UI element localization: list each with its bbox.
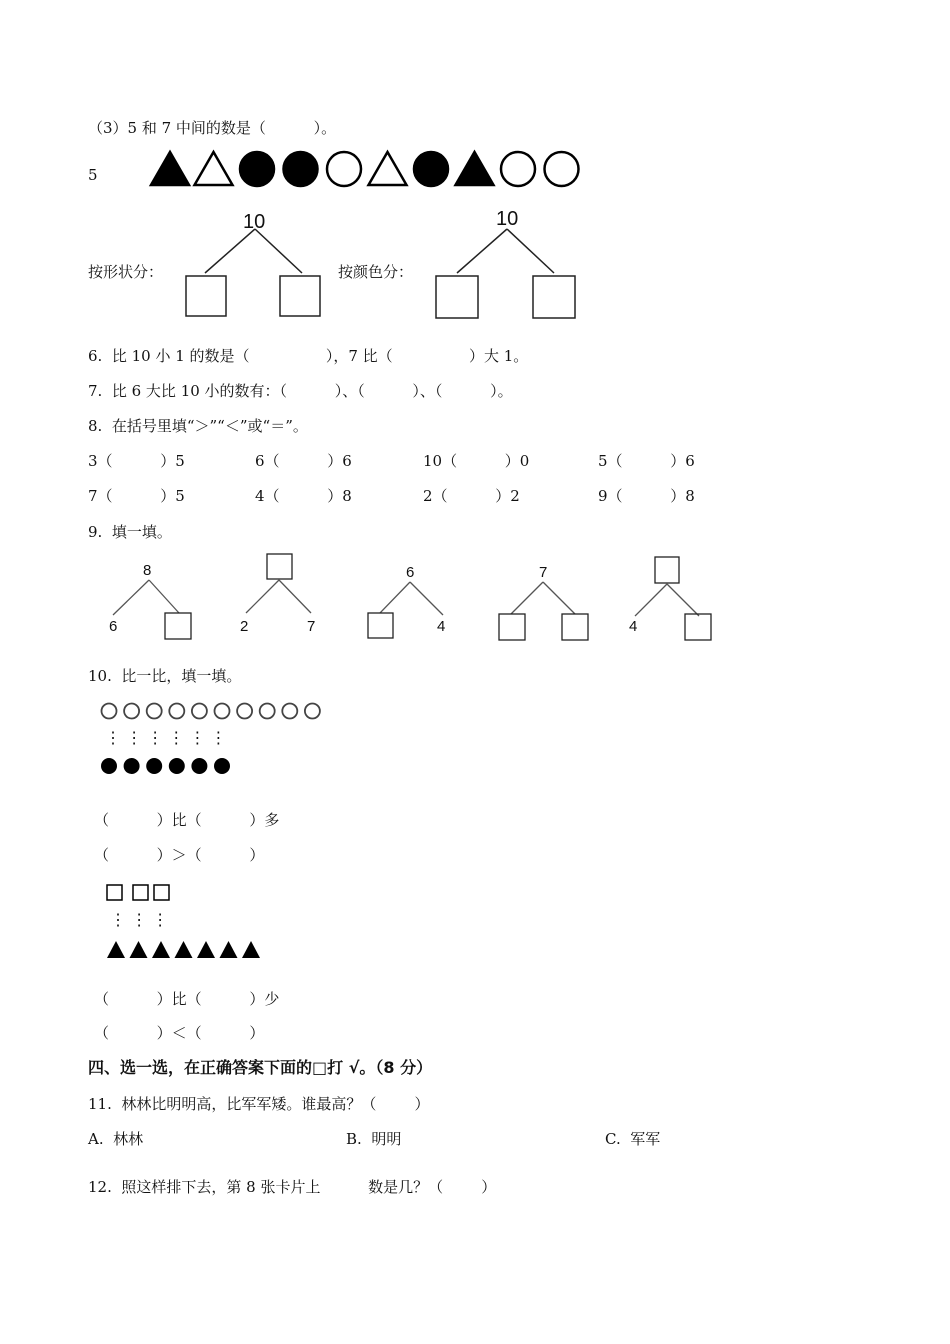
triangle-shape	[175, 941, 193, 958]
filled-circle	[169, 758, 185, 774]
triangle-outline-shape	[195, 152, 233, 185]
open-circle	[215, 704, 230, 719]
q5-tree-color-top: 10	[496, 208, 519, 230]
q9-tree-5-left: 4	[629, 618, 638, 635]
q10-open-circles	[100, 702, 330, 722]
open-circle	[124, 704, 139, 719]
q9-tree-1-top: 8	[143, 562, 152, 579]
q5-label-shape: 按形状分：	[88, 263, 164, 281]
q10-filled-circles	[100, 757, 240, 777]
q5-label-color: 按颜色分：	[338, 263, 414, 281]
open-circle	[169, 704, 184, 719]
q11-option-a[interactable]: A. 林林	[88, 1130, 144, 1148]
q5-tree-shape-top: 10	[243, 211, 266, 233]
q10-line3: （ ）比（ ）少	[94, 990, 280, 1008]
q9-tree-3-left-box	[368, 613, 393, 638]
q11-question: 11. 林林比明明高，比军军矮。谁最高？（ ）	[88, 1095, 430, 1113]
triangle-shape	[152, 941, 170, 958]
section-4-heading: 四、选一选，在正确答案下面的□打 √。（8 分）	[88, 1058, 433, 1077]
circle-filled-shape	[284, 152, 318, 186]
q9-tree-1-right-box	[165, 613, 191, 639]
open-circle	[147, 704, 162, 719]
q8-r2-c2: 4（ ）8	[255, 487, 352, 505]
q8-r2-c3: 2（ ）2	[423, 487, 520, 505]
open-circle	[192, 704, 207, 719]
q10-dotted-connectors-1: ⋮ ⋮ ⋮ ⋮ ⋮ ⋮	[105, 728, 227, 747]
open-circle	[282, 704, 297, 719]
open-circle	[305, 704, 320, 719]
triangle-shape	[130, 941, 148, 958]
square-shape	[154, 885, 169, 900]
q11-option-b[interactable]: B. 明明	[346, 1130, 402, 1148]
q8-r1-c1: 3（ ）5	[88, 452, 185, 470]
triangle-shape	[220, 941, 238, 958]
q9-tree-5-top-box	[655, 557, 679, 583]
circle-outline-shape	[545, 152, 579, 186]
circle-filled-shape	[240, 152, 274, 186]
q5-shape-row	[150, 148, 580, 190]
triangle-filled-shape	[456, 152, 494, 185]
q10-line2: （ ）＞（ ）	[94, 846, 265, 864]
open-circle	[260, 704, 275, 719]
q9-tree-5	[627, 556, 717, 642]
q5-shape-box-left	[186, 276, 226, 316]
q9-tree-2-top-box	[267, 554, 292, 579]
q9-tree-3-right: 4	[437, 618, 446, 635]
triangle-outline-shape	[369, 152, 407, 185]
q9-tree-4-left-box	[499, 614, 525, 640]
square-shape	[133, 885, 148, 900]
filled-circle	[214, 758, 230, 774]
filled-circle	[191, 758, 207, 774]
q8-r2-c1: 7（ ）5	[88, 487, 185, 505]
square-shape	[107, 885, 122, 900]
q8-r1-c4: 5（ ）6	[598, 452, 695, 470]
q10-line1: （ ）比（ ）多	[94, 811, 280, 829]
q11-option-c[interactable]: C. 军军	[605, 1130, 661, 1148]
q8-r2-c4: 9（ ）8	[598, 487, 695, 505]
q5-number: 5	[88, 166, 98, 184]
q10-squares	[106, 884, 176, 904]
q10-dotted-connectors-2: ⋮ ⋮ ⋮	[110, 910, 169, 929]
q9-tree-3	[365, 560, 465, 642]
q9-tree-2-left: 2	[240, 618, 249, 635]
q9-tree-3-top: 6	[406, 564, 415, 581]
q5-color-box-right	[533, 276, 575, 318]
q9-tree-1-left: 6	[109, 618, 118, 635]
q3-line: （3）5 和 7 中间的数是（ ）。	[88, 119, 337, 137]
q5-color-box-left	[436, 276, 478, 318]
q9-tree-2-right: 7	[307, 618, 316, 635]
q8-r1-c2: 6（ ）6	[255, 452, 352, 470]
q9-tree-4-right-box	[562, 614, 588, 640]
q8-title: 8. 在括号里填“＞”“＜”或“＝”。	[88, 417, 308, 435]
triangle-shape	[242, 941, 260, 958]
filled-circle	[146, 758, 162, 774]
q9-title: 9. 填一填。	[88, 523, 172, 541]
filled-circle	[101, 758, 117, 774]
triangle-shape	[197, 941, 215, 958]
circle-filled-shape	[414, 152, 448, 186]
q8-r1-c3: 10（ ）0	[423, 452, 530, 470]
circle-outline-shape	[501, 152, 535, 186]
triangle-filled-shape	[151, 152, 189, 185]
circle-outline-shape	[327, 152, 361, 186]
open-circle	[237, 704, 252, 719]
q10-triangles	[105, 940, 270, 960]
q9-tree-4-top: 7	[539, 564, 548, 581]
q12-question: 12. 照这样排下去，第 8 张卡片上 数是几？（ ）	[88, 1178, 497, 1196]
q9-tree-5-right-box	[685, 614, 711, 640]
q10-title: 10. 比一比，填一填。	[88, 667, 242, 685]
q6-line: 6. 比 10 小 1 的数是（ ），7 比（ ）大 1。	[88, 347, 529, 365]
filled-circle	[124, 758, 140, 774]
triangle-shape	[107, 941, 125, 958]
open-circle	[102, 704, 117, 719]
q10-line4: （ ）＜（ ）	[94, 1024, 265, 1042]
q5-shape-box-right	[280, 276, 320, 316]
q9-tree-1	[105, 560, 205, 642]
q7-line: 7. 比 6 大比 10 小的数有：（ ）、（ ）、（ ）。	[88, 382, 513, 400]
